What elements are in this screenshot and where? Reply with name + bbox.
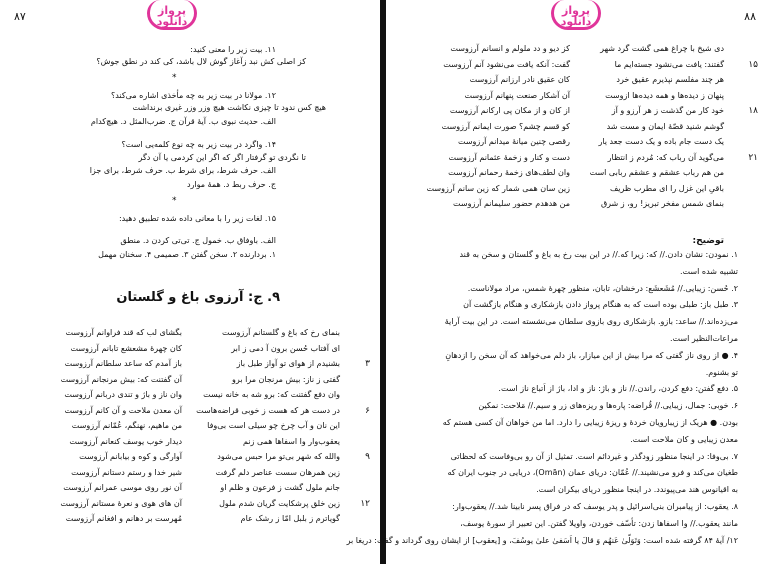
- poem-hemistich-left: شیر خدا و رستم دستانم آرزوست: [71, 467, 182, 477]
- line-number: ۱۲: [360, 498, 370, 509]
- note-line: ۸. یعقوب: از پیامبران بنی‌اسرائیل و پدر یوسف که در فراق پسر نابینا شد.// یعقوب‌وار:: [452, 502, 738, 511]
- site-logo: پرواز دانلود: [551, 0, 601, 30]
- site-logo: پرواز دانلود: [147, 0, 197, 30]
- poem-hemistich-right: این نان و آب چرخ چو سیلی است بی‌وفا: [207, 421, 340, 430]
- note-line: ۷. بی‌وفا: در اینجا منظور زودگذر و غیردائم است. تمثیل از آن رو بی‌وفاست که لحظاتی: [450, 451, 738, 461]
- poem-hemistich-left: گفت: آنکه یافت می‌نشود آنم آرزوست: [443, 59, 570, 69]
- exercise-line: تا نگردی تو گرفتار اگر که اگر این کردمی یا آن دگر: [138, 153, 306, 162]
- line-number: ۲۱: [748, 152, 758, 163]
- poem-hemistich-left: از کان و از مکان پی ارکانم آرزوست: [449, 106, 570, 115]
- poem-hemistich-right: زین خلق پرشکایت گریان شدم ملول: [219, 498, 340, 508]
- poem-hemistich-left: من ماهیم، نهنگم، عُمّانم آرزوست: [71, 421, 182, 430]
- poem-hemistich-right: یعقوب‌وار وا اسفاها همی زنم: [243, 436, 340, 446]
- exercise-line: الف. حرف شرط، برای شرط ب. حرف شرط، برای جزا: [89, 166, 276, 175]
- poem-hemistich-right: خود کار من گذشت ز هر آرزو و آز: [611, 106, 724, 115]
- line-number: ۶: [365, 405, 370, 416]
- right-page: [346, 0, 768, 564]
- poem-hemistich-left: من هدهدم حضور سلیمانم آرزوست: [453, 199, 570, 208]
- poem-hemistich-left: وان لطف‌های زخمهٔ رحمانم آرزوست: [448, 168, 570, 177]
- note-line: بودن. ● هریک از زیبارویان خردۀ و ریزۀ زیبایی را دارد. اما من خواهان آن کسی هستم که: [442, 418, 738, 427]
- poem-hemistich-left: زین سان همی شمار که زین سانم آرزوست: [426, 183, 570, 193]
- note-line: تشبیه شده است.: [680, 266, 738, 276]
- poem-hemistich-right: گوشم شنید قصّهٔ ایمان و مست شد: [606, 121, 724, 131]
- star-separator: *: [172, 73, 177, 83]
- page-number: ۸۷: [14, 10, 26, 23]
- line-number: ۳: [365, 359, 370, 369]
- poem-hemistich-right: یک دست جام باده و یک دست جعد یار: [598, 137, 724, 146]
- poem-hemistich-right: گفتند: یافت می‌نشود جسته‌ایم ما: [614, 59, 724, 69]
- poem-hemistich-left: آن معدن ملاحت و آن کانم آرزوست: [64, 405, 182, 415]
- poem-hemistich-left: رقصی چنین میانهٔ میدانم آرزوست: [457, 137, 570, 146]
- note-line: ۲. حُسن: زیبایی.// مُشَعشَع: درخشان، تابان، منظور چهرهٔ شمس، مراد مولاناست.: [467, 283, 738, 293]
- poem-hemistich-right: می‌گوید آن رباب که: مُردم ز انتظار: [607, 152, 724, 162]
- poem-hemistich-left: بگشای لب که قند فراوانم آرزوست: [65, 328, 182, 337]
- poem-hemistich-left: آوارگی و کوه و بیابانم آرزوست: [79, 452, 182, 461]
- poem-hemistich-right: من هم رباب عشقم و عشقم ربابی است: [589, 168, 724, 177]
- line-number: ۹: [365, 452, 370, 462]
- poem-hemistich-right: هر چند مفلسم نپذیرم عقیق خرد: [616, 75, 724, 84]
- poem-hemistich-right: والله که شهر بی‌تو مرا حبس می‌شود: [217, 452, 340, 461]
- note-line: مراعات‌النظیر است.: [670, 334, 738, 343]
- poem-hemistich-left: باز آمدم که ساعد سلطانم آرزوست: [64, 359, 182, 368]
- poem-hemistich-left: آن نور روی موسی عمرانم آرزوست: [63, 483, 182, 492]
- poem-hemistich-right: بشنیدم از هوای تو آواز طبل باز: [236, 359, 340, 368]
- note-line: ۴. ● از روی ناز گفتی که مرا بیش از این میازار، باز دلم می‌خواهد که آن سخن را ازدهانِ: [445, 350, 738, 360]
- line-number: ۱۵: [748, 59, 758, 70]
- exercise-line: ج. حرف ربط د. همهٔ موارد: [186, 180, 276, 189]
- poem-hemistich-right: دی شیخ با چراغ همی گشت گرد شهر: [600, 44, 724, 53]
- left-page: [0, 0, 380, 564]
- poem-hemistich-right: زین همرهان سست عناصر دلم گرفت: [215, 467, 340, 477]
- exercise-line: ۱۲. مولانا در بیت زیر به چه مأخذی اشاره می‌کند؟: [110, 91, 276, 100]
- exercise-line: کز اصلی کش نبد زآغاز گوش لال باشد، کی کند در نطق جوش؟: [96, 57, 306, 66]
- exercise-line: ۱۵. لغات زیر را با معانی داده شده تطبیق دهید:: [118, 214, 276, 223]
- poem-hemistich-left: کان عقیق نادر ارزانم آرزوست: [469, 75, 570, 84]
- poem-hemistich-right: پنهان ز دیده‌ها و همه دیده‌ها ازوست: [605, 90, 724, 100]
- star-separator: *: [172, 196, 177, 206]
- page-number: ۸۸: [744, 10, 756, 23]
- notes-heading: توضیح:: [692, 236, 724, 246]
- poem-hemistich-left: آن های هوی و نعرهٔ مستانم آرزوست: [60, 498, 182, 508]
- poem-hemistich-left: دست و کنار و زخمهٔ عثمانم آرزوست: [448, 152, 570, 162]
- poem-hemistich-left: آن گفتنت که: بیش مرنجانم آرزوست: [60, 374, 182, 384]
- exercise-line: ۱۱. بیت زیر را معنی کنید:: [190, 45, 276, 54]
- poem-hemistich-right: باقیِ این غزل را ای مطرب ظریف: [609, 183, 724, 193]
- note-line: معدن زیبایی و کان ملاحت است.: [630, 434, 738, 444]
- exercise-line: ۱. بردارنده ۲. سخن گفتن ۳. صمیمی ۴. سخنان مهمل: [98, 250, 276, 259]
- poem-hemistich-left: آن آشکار صنعت پنهانم آرزوست: [464, 90, 570, 100]
- poem-hemistich-right: بنمای شمس مفخر تبریز! رو، ز شرق: [600, 199, 724, 208]
- exercise-line: ۱۴. واگرد در بیت زیر به چه نوع کلمه‌یی است؟: [121, 140, 276, 149]
- poem-hemistich-right: در دست هر که هست ز خوبی قراضه‌هاست: [196, 405, 340, 415]
- exercise-line: هیچ کس ندود تا چیزی نکاشت هیچ وزر وزر غیری برنداشت: [132, 103, 326, 112]
- note-line: مانند یعقوب.// وا اسفاها زدن: تأسّف خوردن، واویلا گفتن. این تعبیر از سورهٔ یوسف،: [460, 518, 738, 528]
- section-title: ۹. ج: آرزوی باغ و گلستان: [116, 290, 280, 305]
- note-line: ۵. دفع گفتن: دفع کردن، راندن.// ناز و باژ: ناز و ادا، باژ از اَتباع ناز است.: [498, 384, 738, 394]
- poem-hemistich-left: وان ناز و باژ و تندی دربانم آرزوست: [64, 390, 182, 399]
- note-line: ۱. نمودن: نشان دادن.// که: زیرا که.// در این بیت رخ به باغ و گلستان و سخن به قند: [459, 250, 738, 259]
- poem-hemistich-right: وان دفع گفتنت که: برو شه به خانه نیست: [203, 390, 340, 399]
- note-line: می‌زده‌اند.// ساعد: بازو. بازشکاری روی بازوی سلطان می‌نشسته است. در این بیت آرایهٔ: [444, 317, 738, 327]
- poem-hemistich-right: گفتی ز ناز: بیش مرنجان مرا برو: [232, 374, 340, 384]
- poem-hemistich-left: کان چهرهٔ مشعشع تابانم آرزوست: [70, 343, 182, 353]
- poem-hemistich-left: کز دیو و دد ملولم و انسانم آرزوست: [450, 44, 570, 53]
- note-line: تو بشنوم.: [705, 367, 738, 377]
- note-line: ۱۲/ آیهٔ ۸۴ گرفته شده است: وَتَوَلّیٰ عَنهُم وَ قالَ یا اَسَفیٰ علیٰ یوسُفَ، و [یعقوب] از ایشان روی گرداند و گفت: دریغا بر: [346, 535, 738, 545]
- note-line: ۳. طبل باز: طبلی بوده است که به هنگام پرواز دادن بازشکاری و هنگام بازگشت آن: [463, 300, 738, 310]
- note-line: ۶. خوبی: جمال، زیبایی.// قُراضه: پاره‌ها و ریزه‌های زر و سیم.// مَلاحت: نمکین: [478, 401, 738, 411]
- exercise-line: الف. حدیث نبوی ب. آیهٔ قرآن ج. ضرب‌المثل د. هیچ‌کدام: [90, 117, 276, 126]
- poem-hemistich-left: دیدار خوب یوسف کنعانم آرزوست: [69, 436, 182, 446]
- poem-hemistich-left: کو قسم چشم؟ صورت ایمانم آرزوست: [441, 121, 570, 131]
- poem-hemistich-right: بنمای رخ که باغ و گلستانم آرزوست: [221, 328, 340, 337]
- note-line: طغیان می‌کند و فرو می‌نشیند.// عُمّان: دریای عمان (Omān)، دریایی در جنوب ایران که: [447, 468, 738, 478]
- poem-hemistich-left: مُهرست بر دهانم و افغانم آرزوست: [65, 514, 182, 523]
- line-number: ۱۸: [748, 106, 758, 116]
- poem-hemistich-right: جانم ملول گشت ز فرعون و ظلم او: [220, 483, 340, 492]
- poem-hemistich-right: ای آفتاب حُسن برون آ دمی ز ابر: [231, 343, 340, 353]
- note-line: به اقیانوس هند می‌پیوندد. در اینجا منظور دریای بیکران است.: [536, 485, 738, 495]
- poem-hemistich-right: گویاترم ز بلبل امّا ز رشک عام: [240, 514, 340, 523]
- exercise-line: الف. باوفاق ب. خمول ج. تی‌تی کردن د. منطق: [120, 236, 276, 245]
